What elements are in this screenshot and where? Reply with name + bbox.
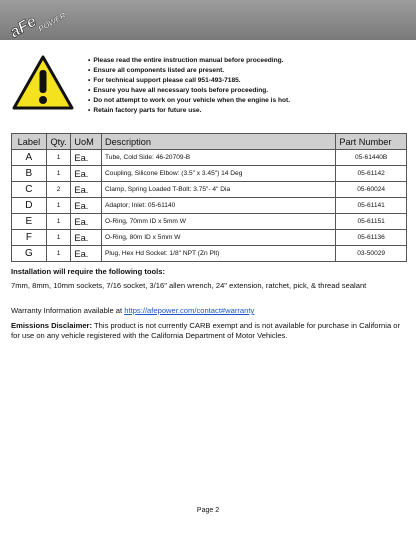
warning-item: • For technical support please call 951-493-7185. (88, 76, 290, 86)
cell-part-number: 05-61141 (336, 198, 407, 214)
cell-label: G (12, 246, 47, 262)
emissions-disclaimer (11, 321, 409, 341)
cell-label: B (12, 166, 47, 182)
cell-qty: 1 (46, 150, 71, 166)
logo-text: aFe (7, 12, 40, 42)
cell-description: O-Ring, 70mm ID x 5mm W (102, 214, 336, 230)
cell-label: F (12, 230, 47, 246)
cell-label: D (12, 198, 47, 214)
cell-uom: Ea. (71, 198, 102, 214)
cell-part-number: 05-61142 (336, 166, 407, 182)
warning-triangle-icon (12, 55, 74, 110)
warning-item: • Ensure you have all necessary tools before proceeding. (88, 86, 290, 96)
table-row (12, 214, 407, 230)
table-row (12, 166, 407, 182)
column-header-qty: Qty. (46, 134, 71, 150)
cell-qty: 1 (46, 198, 71, 214)
cell-description: Plug, Hex Hd Socket: 1/8" NPT (Zn Plt) (102, 246, 336, 262)
page-number: Page 2 (196, 507, 220, 514)
cell-description: O-Ring, 80m ID x 5mm W (102, 230, 336, 246)
column-header-description: Description (102, 134, 336, 150)
cell-label: A (12, 150, 47, 166)
emissions-label: Emissions Disclaimer: (11, 321, 93, 330)
cell-qty: 1 (46, 166, 71, 182)
cell-label: E (12, 214, 47, 230)
warning-list (88, 56, 290, 116)
cell-qty: 1 (46, 214, 71, 230)
cell-part-number: 05-61440B (336, 150, 407, 166)
table-row (12, 182, 407, 198)
cell-uom: Ea. (71, 214, 102, 230)
cell-uom: Ea. (71, 166, 102, 182)
cell-qty: 2 (46, 182, 71, 198)
cell-uom: Ea. (71, 246, 102, 262)
cell-description: Clamp, Spring Loaded T-Bolt: 3.75"- 4" Dia (102, 182, 336, 198)
warning-item: • Do not attempt to work on your vehicle when the engine is hot. (88, 96, 290, 106)
column-header-label: Label (12, 134, 47, 150)
warranty-link[interactable]: https://afepower.com/contact#warranty (124, 306, 255, 315)
emissions-text: This product is not currently CARB exempt and is not available for purchase in California or for use on any vehicle registered with the California Department of Motor Vehicles. (11, 321, 401, 340)
column-header-part-number: Part Number (336, 134, 407, 150)
table-row (12, 246, 407, 262)
cell-part-number: 03-50029 (336, 246, 407, 262)
table-header-row (12, 134, 407, 150)
logo-sub-text: POWER (36, 10, 68, 34)
cell-uom: Ea. (71, 150, 102, 166)
cell-uom: Ea. (71, 230, 102, 246)
cell-part-number: 05-61151 (336, 214, 407, 230)
cell-description: Coupling, Silicone Elbow: (3.5" x 3.45") 14 Deg (102, 166, 336, 182)
warranty-text: Warranty Information available at (11, 306, 125, 315)
install-heading: Installation will require the following tools: (11, 267, 165, 276)
cell-description: Adaptor; Inlet: 05-61140 (102, 198, 336, 214)
warning-item: • Please read the entire instruction manual before proceeding. (88, 56, 290, 66)
cell-part-number: 05-60024 (336, 182, 407, 198)
cell-part-number: 05-61136 (336, 230, 407, 246)
column-header-uom: UoM (71, 134, 102, 150)
cell-label: C (12, 182, 47, 198)
table-row (12, 198, 407, 214)
parts-table (11, 133, 407, 262)
table-row (12, 230, 407, 246)
install-tools: 7mm, 8mm, 10mm sockets, 7/16 socket, 3/16" allen wrench, 24" extension, ratchet, pick, & thread sealant (11, 281, 367, 290)
warranty-line (11, 306, 409, 316)
cell-description: Tube, Cold Side: 46-20709-B (102, 150, 336, 166)
cell-qty: 1 (46, 230, 71, 246)
table-row (12, 150, 407, 166)
warning-item: • Retain factory parts for future use. (88, 106, 290, 116)
cell-uom: Ea. (71, 182, 102, 198)
cell-qty: 1 (46, 246, 71, 262)
warning-item: • Ensure all components listed are present. (88, 66, 290, 76)
